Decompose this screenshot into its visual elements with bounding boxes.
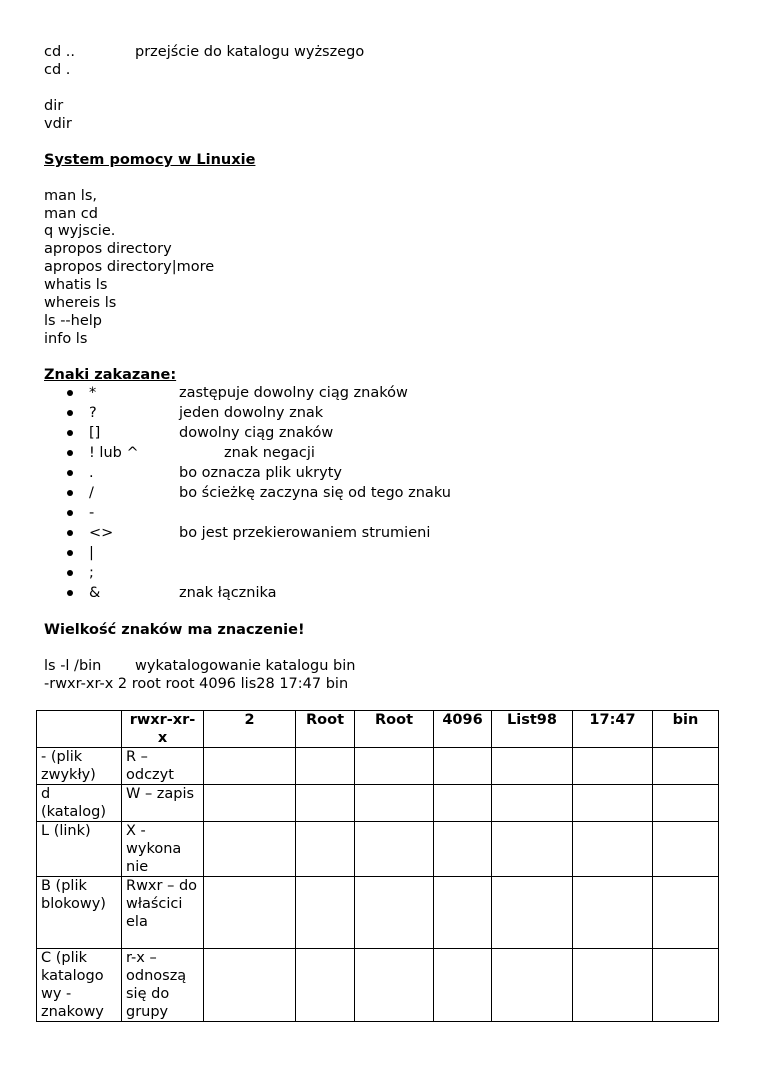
table-row <box>37 748 719 785</box>
table-header: Root <box>296 711 355 748</box>
bullet-icon <box>67 470 73 476</box>
table-cell <box>573 949 653 1022</box>
bullet-icon <box>67 430 73 436</box>
table-cell <box>296 822 355 877</box>
help-line: info ls <box>44 331 88 347</box>
forbidden-description: znak łącznika <box>179 585 277 601</box>
table-cell <box>434 949 492 1022</box>
table-cell <box>653 822 719 877</box>
bullet-icon <box>67 410 73 416</box>
table-header: rwxr-xr-x <box>122 711 204 748</box>
table-cell <box>653 949 719 1022</box>
table-cell <box>492 785 573 822</box>
forbidden-description: bo ścieżkę zaczyna się od tego znaku <box>179 485 451 501</box>
table-cell <box>204 785 296 822</box>
table-header: Root <box>355 711 434 748</box>
cd-up-description: przejście do katalogu wyższego <box>135 44 365 60</box>
help-heading: System pomocy w Linuxie <box>44 152 256 168</box>
forbidden-description: jeden dowolny znak <box>179 405 324 421</box>
help-line: apropos directory|more <box>44 259 215 275</box>
table-cell <box>653 785 719 822</box>
table-cell <box>296 877 355 949</box>
listing-example: -rwxr-xr-x 2 root root 4096 lis28 17:47 bin <box>44 676 349 692</box>
forbidden-description: dowolny ciąg znaków <box>179 425 334 441</box>
table-cell <box>355 822 434 877</box>
help-line: ls --help <box>44 313 102 329</box>
listing-command: ls -l /bin <box>44 658 102 674</box>
table-cell <box>573 877 653 949</box>
forbidden-symbol: <> <box>89 525 114 541</box>
table-cell <box>492 822 573 877</box>
bullet-icon <box>67 530 73 536</box>
table-row <box>37 785 719 822</box>
bullet-icon <box>67 570 73 576</box>
help-line: apropos directory <box>44 241 172 257</box>
bullet-icon <box>67 510 73 516</box>
bullet-icon <box>67 390 73 396</box>
table-row <box>37 877 719 949</box>
table-cell: C (plik katalogo wy - znakowy <box>37 949 122 1022</box>
case-note: Wielkość znaków ma znaczenie! <box>44 622 305 638</box>
table-cell: r-x – odnoszą się do grupy <box>122 949 204 1022</box>
help-line: whereis ls <box>44 295 117 311</box>
table-cell <box>355 949 434 1022</box>
listing-command-line <box>44 657 355 675</box>
table-header: 2 <box>204 711 296 748</box>
table-cell <box>296 949 355 1022</box>
dir-line: dir <box>44 98 64 114</box>
forbidden-symbol: | <box>89 545 94 561</box>
table-cell <box>434 785 492 822</box>
vdir-line: vdir <box>44 116 72 132</box>
table-cell <box>434 822 492 877</box>
table-cell <box>204 822 296 877</box>
bullet-icon <box>67 590 73 596</box>
table-cell: R – odczyt <box>122 748 204 785</box>
cd-up-line <box>44 43 364 61</box>
bullet-icon <box>67 450 73 456</box>
table-header <box>37 711 122 748</box>
table-cell <box>355 785 434 822</box>
help-line: man cd <box>44 206 98 222</box>
help-line: man ls, <box>44 188 98 204</box>
table-cell: - (plik zwykły) <box>37 748 122 785</box>
forbidden-symbol: / <box>89 485 94 501</box>
forbidden-description: bo oznacza plik ukryty <box>179 465 342 481</box>
table-header-row <box>37 711 719 748</box>
help-line: q wyjscie. <box>44 223 116 239</box>
forbidden-heading: Znaki zakazane: <box>44 367 177 383</box>
table-cell <box>653 748 719 785</box>
table-cell <box>573 822 653 877</box>
forbidden-symbol: ! lub ^ <box>89 445 139 461</box>
table-cell <box>492 877 573 949</box>
forbidden-symbol: . <box>89 465 94 481</box>
forbidden-symbol: ? <box>89 405 97 421</box>
table-cell: B (plik blokowy) <box>37 877 122 949</box>
table-cell <box>492 748 573 785</box>
table-cell <box>355 877 434 949</box>
table-header: bin <box>653 711 719 748</box>
table-cell <box>355 748 434 785</box>
table-cell: W – zapis <box>122 785 204 822</box>
table-row <box>37 949 719 1022</box>
help-line: whatis ls <box>44 277 108 293</box>
forbidden-symbol: * <box>89 385 97 401</box>
table-header: List98 <box>492 711 573 748</box>
forbidden-description: znak negacji <box>224 445 315 461</box>
table-cell <box>204 877 296 949</box>
forbidden-description: bo jest przekierowaniem strumieni <box>179 525 431 541</box>
table-cell: d (katalog) <box>37 785 122 822</box>
table-cell <box>573 785 653 822</box>
table-header: 17:47 <box>573 711 653 748</box>
forbidden-symbol: & <box>89 585 101 601</box>
bullet-icon <box>67 550 73 556</box>
table-cell <box>573 748 653 785</box>
table-cell <box>434 748 492 785</box>
permissions-table <box>36 710 719 1022</box>
forbidden-symbol: [] <box>89 425 101 441</box>
table-cell: Rwxr – do właścici ela <box>122 877 204 949</box>
table-cell <box>296 748 355 785</box>
table-cell <box>204 748 296 785</box>
bullet-icon <box>67 490 73 496</box>
table-cell: L (link) <box>37 822 122 877</box>
table-cell <box>492 949 573 1022</box>
listing-description: wykatalogowanie katalogu bin <box>135 658 356 674</box>
table-cell <box>204 949 296 1022</box>
forbidden-description: zastępuje dowolny ciąg znaków <box>179 385 408 401</box>
table-cell <box>296 785 355 822</box>
table-row <box>37 822 719 877</box>
forbidden-symbol: ; <box>89 565 94 581</box>
table-cell: X - wykona nie <box>122 822 204 877</box>
cd-dot-line: cd . <box>44 62 71 78</box>
table-cell <box>434 877 492 949</box>
table-cell <box>653 877 719 949</box>
table-header: 4096 <box>434 711 492 748</box>
forbidden-symbol: - <box>89 505 95 521</box>
cd-up-command: cd .. <box>44 44 76 60</box>
